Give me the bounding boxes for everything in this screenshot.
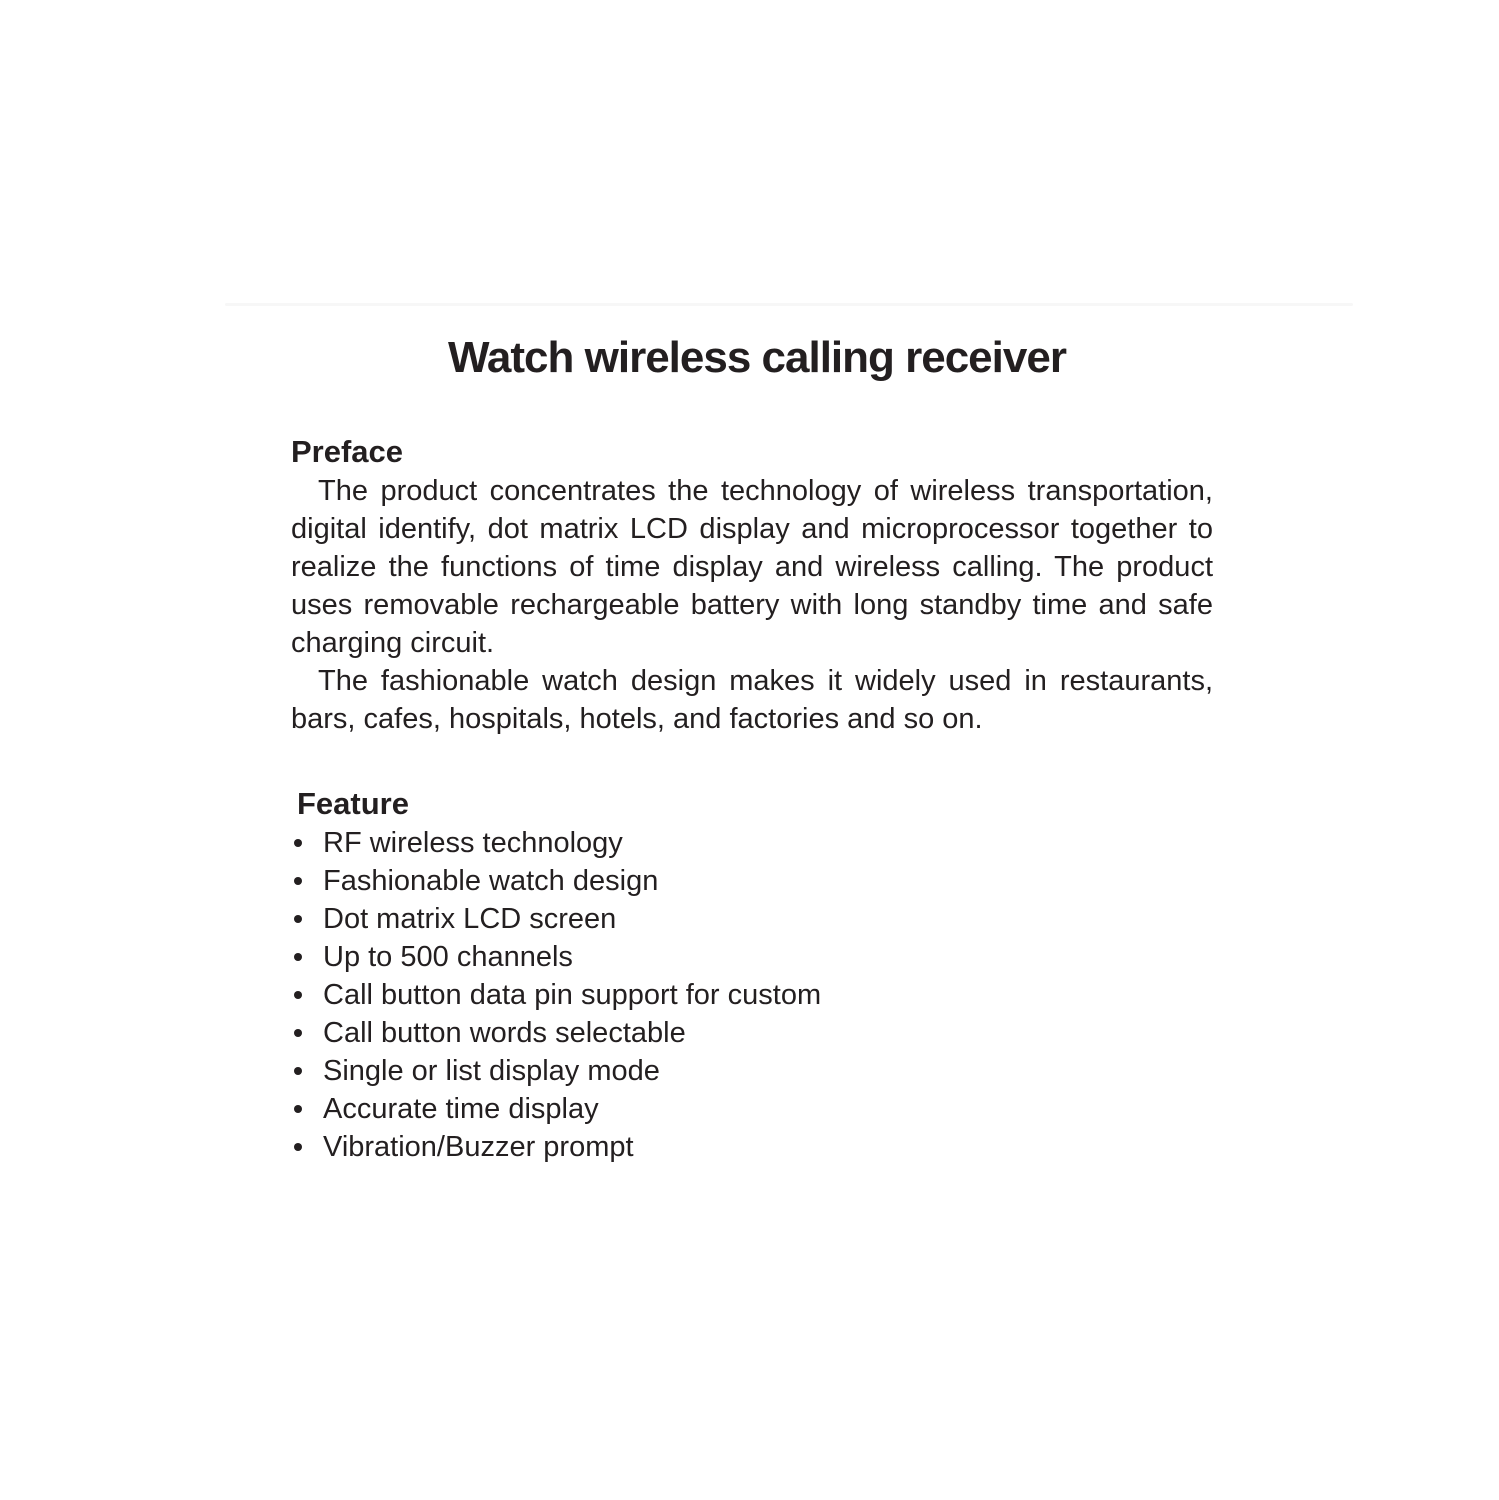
preface-heading: Preface bbox=[291, 434, 404, 469]
top-divider-line bbox=[225, 303, 1353, 306]
feature-list bbox=[291, 824, 1213, 1166]
bullet-icon bbox=[294, 915, 302, 923]
feature-item-words-selectable bbox=[291, 1014, 1213, 1052]
bullet-icon bbox=[294, 839, 302, 847]
feature-heading: Feature bbox=[297, 786, 409, 821]
bullet-icon bbox=[294, 1143, 302, 1151]
page-content bbox=[291, 332, 1213, 1166]
feature-item-label: Vibration/Buzzer prompt bbox=[323, 1131, 634, 1163]
bullet-icon bbox=[294, 1105, 302, 1113]
feature-item-vibration-buzzer bbox=[291, 1128, 1213, 1166]
feature-item-label: Fashionable watch design bbox=[323, 865, 659, 897]
feature-item-rf-wireless bbox=[291, 824, 1213, 862]
bullet-icon bbox=[294, 991, 302, 999]
bullet-icon bbox=[294, 877, 302, 885]
bullet-icon bbox=[294, 953, 302, 961]
feature-item-label: Call button words selectable bbox=[323, 1017, 686, 1049]
feature-item-display-mode bbox=[291, 1052, 1213, 1090]
feature-item-label: RF wireless technology bbox=[323, 827, 623, 859]
feature-item-watch-design bbox=[291, 862, 1213, 900]
feature-item-label: Dot matrix LCD screen bbox=[323, 903, 617, 935]
feature-item-label: Single or list display mode bbox=[323, 1055, 660, 1087]
preface-paragraph-2: The fashionable watch design makes it widely used in restaurants, bars, cafes, hospitals, hotels, and factories and so on. bbox=[291, 665, 1213, 735]
page-title: Watch wireless calling receiver bbox=[448, 333, 1066, 382]
feature-item-data-pin bbox=[291, 976, 1213, 1014]
bullet-icon bbox=[294, 1067, 302, 1075]
feature-item-label: Up to 500 channels bbox=[323, 941, 573, 973]
feature-item-lcd-screen bbox=[291, 900, 1213, 938]
feature-item-channels bbox=[291, 938, 1213, 976]
bullet-icon bbox=[294, 1029, 302, 1037]
preface-paragraph-1: The product concentrates the technology of wireless transportation, digital identify, dot matrix LCD display and microprocessor together to realize the functions of time display and wireless calling. The product uses removable rechargeable battery with long standby time and safe charging circuit. bbox=[291, 475, 1213, 659]
feature-item-time-display bbox=[291, 1090, 1213, 1128]
feature-item-label: Call button data pin support for custom bbox=[323, 979, 822, 1011]
feature-item-label: Accurate time display bbox=[323, 1093, 599, 1125]
